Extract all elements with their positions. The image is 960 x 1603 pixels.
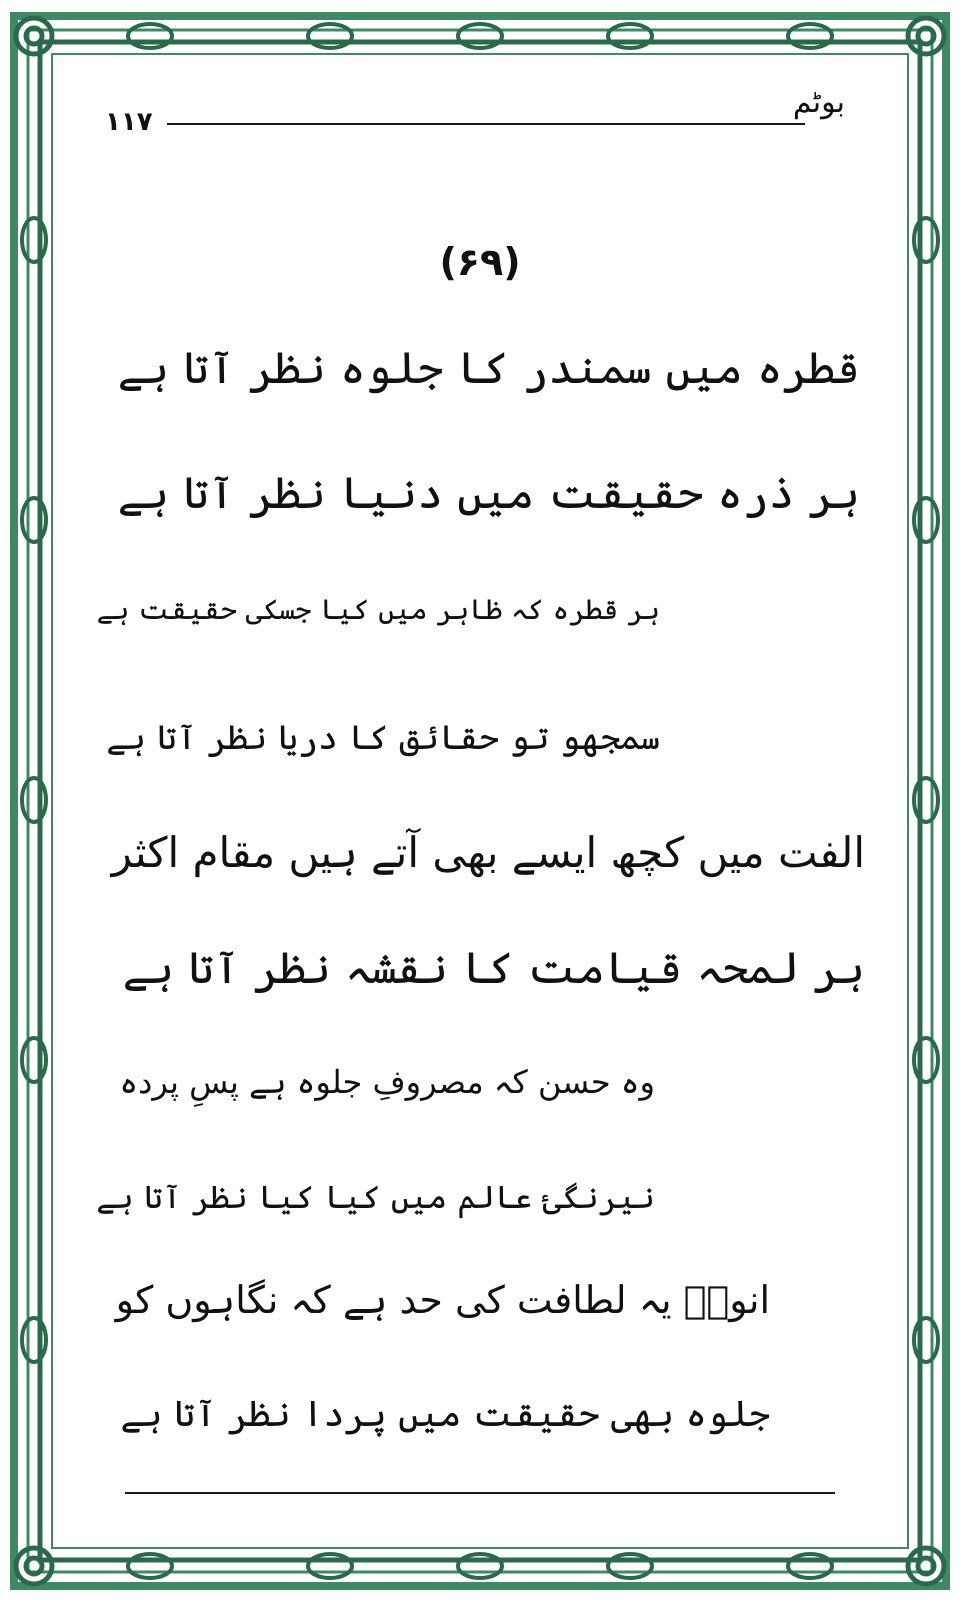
corner-knot-top-left: [16, 18, 52, 54]
verse-line-4: سمجھو تو حقائق کا دریا نظر آتا ہے: [106, 718, 660, 758]
footer-rule: [125, 1492, 835, 1494]
verse-line-7: وہ حسن کہ مصروفِ جلوہ ہے پسِ پردہ: [119, 1063, 655, 1101]
verse-line-2: ہر ذرہ حقیقت میں دنیا نظر آتا ہے: [117, 468, 860, 519]
verse-line-8: نیرنگیٔ عالم میں کیا کیا نظر آتا ہے: [96, 1178, 655, 1216]
verse-line-1: قطرہ میں سمندر کا جلوہ نظر آتا ہے: [117, 343, 860, 394]
running-head: بوٹم: [792, 85, 845, 120]
corner-knot-bottom-left: [16, 1548, 52, 1584]
verse-line-10: جلوہ بھی حقیقت میں پردا نظر آتا ہے: [120, 1394, 770, 1435]
corner-knot-bottom-right: [908, 1548, 944, 1584]
verse-line-6: ہر لمحہ قیامت کا نقشہ نظر آتا ہے: [122, 943, 865, 994]
verse-line-5: الفت میں کچھ ایسے بھی آتے ہیں مقام اکثر: [111, 828, 865, 877]
verse-line-9: انورؔ یہ لطافت کی حد ہے کہ نگاہوں کو: [115, 1278, 770, 1322]
verse-line-3: ہر قطرہ کہ ظاہر میں کیا جسکی حقیقت ہے: [96, 593, 660, 626]
page-header: [105, 85, 845, 145]
header-rule: [167, 123, 805, 125]
corner-knot-top-right: [908, 18, 944, 54]
poem-number: (۶۹): [439, 240, 521, 284]
page-number: ۱۱۷: [105, 107, 153, 137]
